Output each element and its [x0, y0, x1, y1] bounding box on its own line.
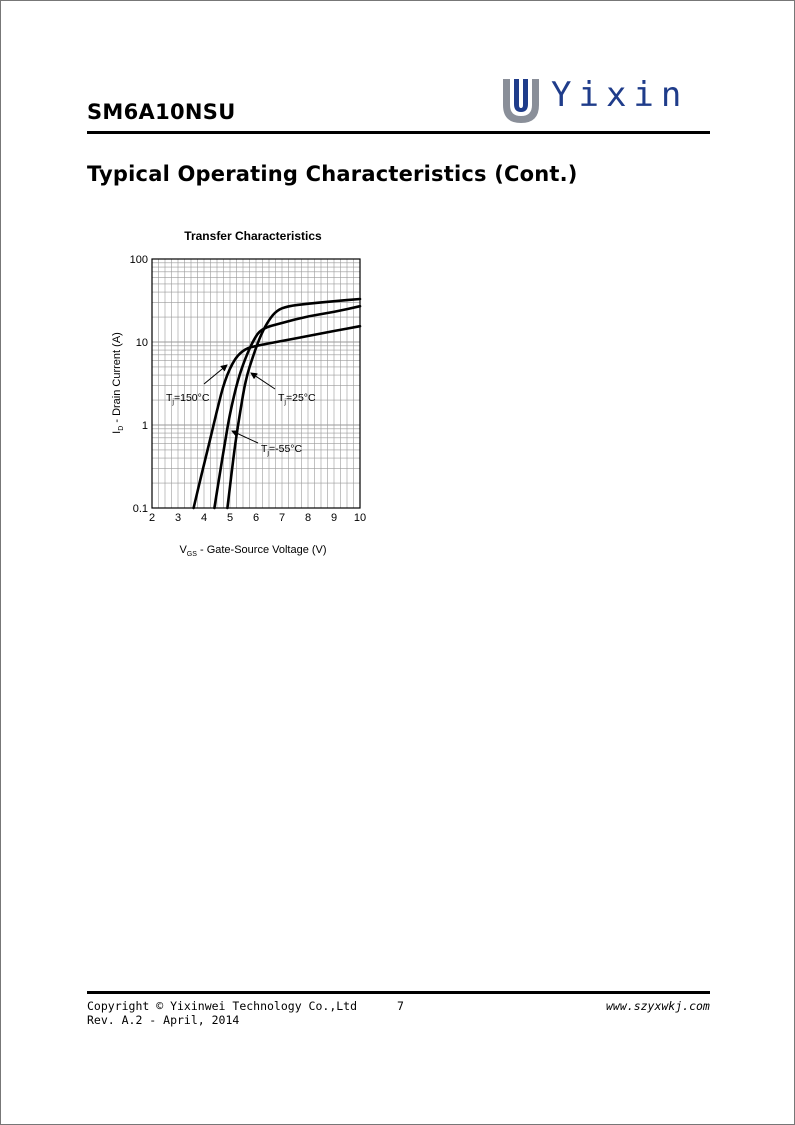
chart-grid	[152, 259, 360, 508]
transfer-characteristics-chart	[96, 221, 386, 566]
y-tick-label: 100	[129, 254, 148, 266]
annotation-label: $T_j=25^\circ C$	[278, 392, 316, 406]
logo-mark-icon	[499, 75, 543, 127]
annotation-label: $T_j=-55^\circ C$	[261, 443, 303, 457]
x-tick-label: 7	[278, 512, 286, 524]
page-number: 7	[397, 999, 404, 1013]
x-tick-label: 3	[174, 512, 182, 524]
footer-copyright: Copyright © Yixinwei Technology Co.,Ltd	[87, 999, 358, 1013]
part-number: SM6A10NSU	[87, 100, 236, 124]
y-axis-label: $I_D$ - Drain Current (A)	[111, 332, 125, 434]
y-tick-label: 0.1	[132, 503, 148, 515]
footer-revision: Rev. A.2 - April, 2014	[87, 1013, 240, 1027]
x-tick-label: 5	[226, 512, 234, 524]
x-tick-label: 8	[304, 512, 312, 524]
x-tick-label: 2	[148, 512, 156, 524]
x-tick-label: 6	[252, 512, 260, 524]
chart-series	[194, 299, 360, 508]
section-title: Typical Operating Characteristics (Cont.)	[87, 162, 578, 186]
company-logo	[499, 75, 711, 127]
annotation-arrow	[251, 373, 275, 389]
footer-rule	[87, 991, 710, 994]
annotation-label: $T_j=150^\circ C$	[166, 392, 210, 406]
x-tick-label: 10	[353, 512, 367, 524]
footer-website: www.szyxwkj.com	[606, 999, 710, 1013]
chart-title: Transfer Characteristics	[184, 229, 322, 243]
x-tick-label: 4	[200, 512, 208, 524]
x-axis-label: $V_{GS}$ - Gate-Source Voltage (V)	[179, 544, 327, 558]
logo-wordmark: Yixin	[551, 75, 689, 115]
y-tick-label: 10	[135, 337, 148, 349]
header-rule	[87, 131, 710, 134]
y-tick-label: 1	[141, 420, 148, 432]
x-tick-label: 9	[330, 512, 338, 524]
